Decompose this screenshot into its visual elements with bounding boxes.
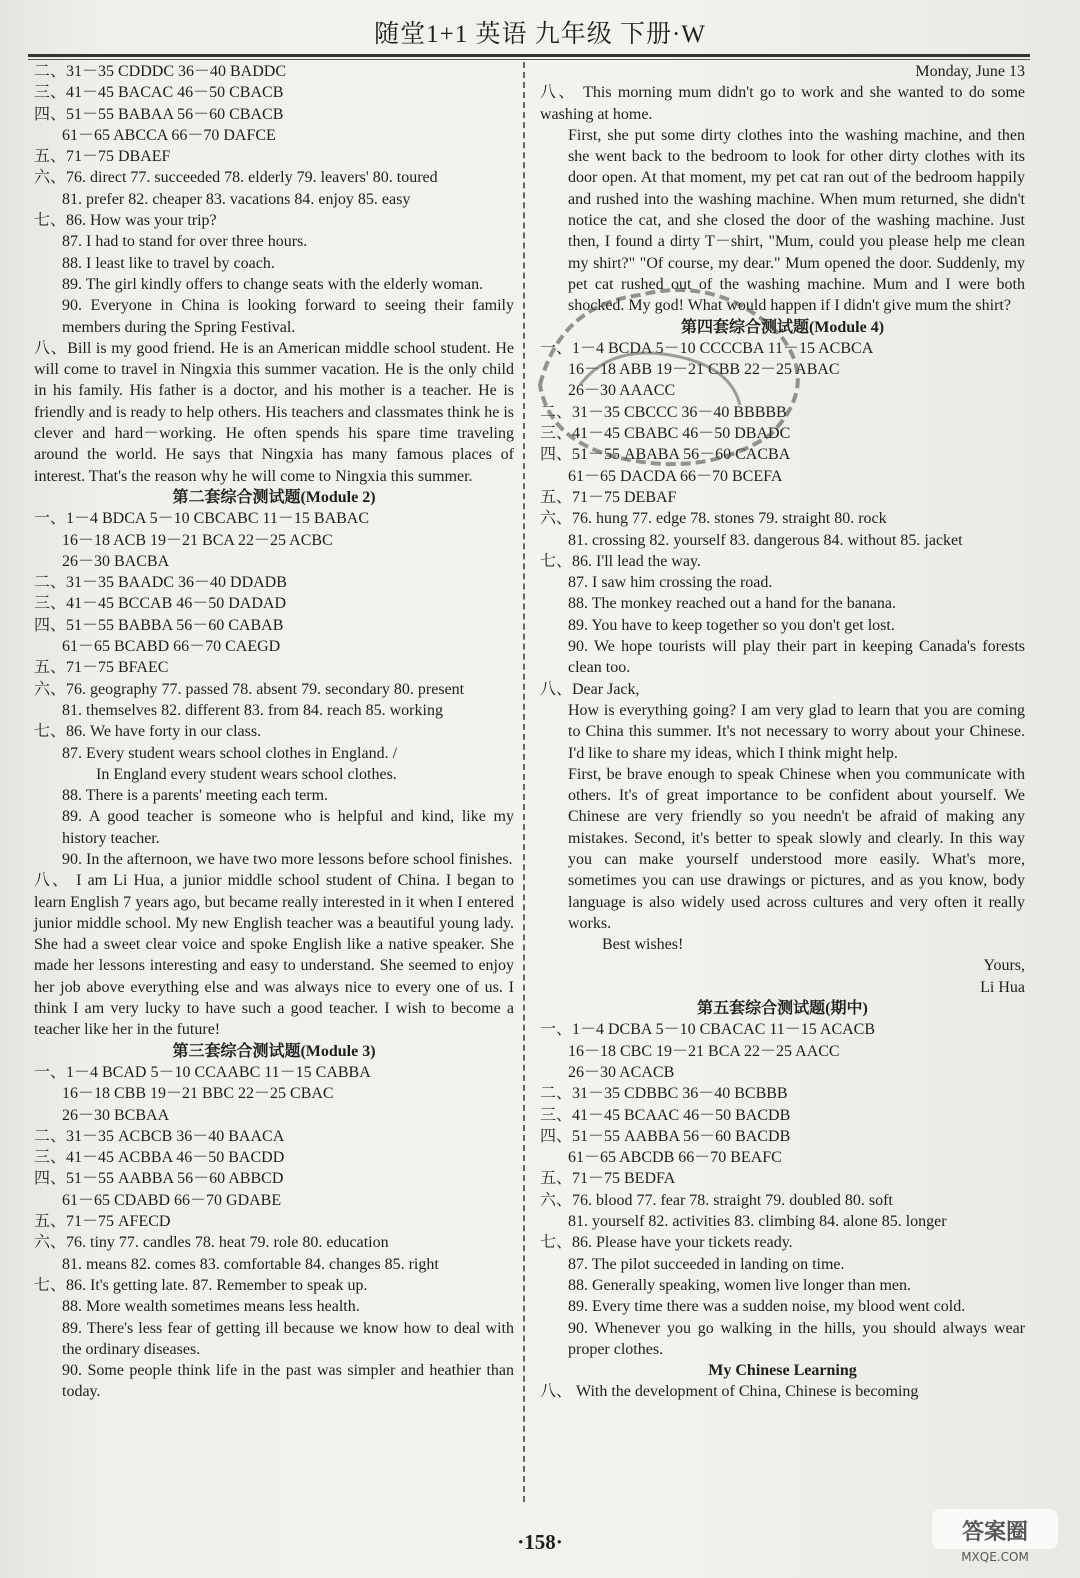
answer-line: 二、31－35 CDDDC 36－40 BADDC [34,63,287,80]
answer-line: 三、41－45 ACBBA 46－50 BACDD [34,1149,285,1167]
answer-line: 二、31－35 BAADC 36－40 DDADB [34,574,287,592]
answer-line: 61－65 ABCDB 66－70 BEAFC [568,1149,782,1167]
answer-line: 七、86. I'll lead the way. [540,552,701,570]
answer-line: 26－30 BCBAA [62,1106,170,1124]
answer-line: 88. I least like to travel by coach. [62,254,275,272]
answer-line: 81. themselves 82. different 83. from 84. reach 85. working [62,701,443,719]
header-rule-thin [28,59,1030,60]
answer-line: 26－30 ACACB [568,1063,675,1081]
answer-line: 七、86. Please have your tickets ready. [540,1234,793,1252]
answer-line: 八、 With the development of China, Chinese is becoming [540,1383,919,1401]
answer-line: 六、76. hung 77. edge 78. stones 79. straight 80. rock [540,510,887,528]
answer-line: 五、71－75 AFECD [34,1213,171,1231]
answer-line: 五、71－75 BFAEC [34,659,169,677]
seal-stamp [520,265,820,475]
answer-line: First, be brave enough to speak Chinese when you communicate with others. It's of great importance to be confident about yourself. We Chinese are very friendly so you needn't be afraid of making any mistakes. Second, it's better to speak slowly and clearly. In this way you can make yourself understood more easily. What's more, sometimes you can use drawings or pictures, and as you know, body language is also widely used across cultures and very often it really works. [568,765,1025,932]
answer-line: 八、 I am Li Hua, a junior middle school student of China. I began to learn English 7 years ago, but became really interested in it when I entered junior middle school. My new English teacher was a beautiful young lady. She had a sweet clear voice and spoke English like a native speaker. She made her lessons interesting and easy to understand. She seemed to enjoy her job above everything else and was always nice to every one of us. I think I am very lucky to have such a good teacher. I wish to become a teacher like her in the future! [34,872,514,1039]
answer-line: 三、41－45 BACAC 46－50 CBACB [34,84,284,102]
answer-line: 81. crossing 82. yourself 83. dangerous 84. without 85. jacket [568,531,963,549]
page-header: 随堂1+1 英语 九年级 下册·W [374,21,706,48]
answer-line: 五、71－75 DEBAF [540,488,677,506]
header-rule [28,54,1030,57]
answer-line: 61－65 DACDA 66－70 BCEFA [568,467,783,485]
left-column [34,61,514,1403]
answer-line: 90. Everyone in China is looking forward to seeing their family members during the Spring Festival. [62,297,514,336]
answer-line: 八、 This morning mum didn't go to work and she wanted to do some washing at home. [540,84,1025,123]
answer-line: 16－18 CBC 19－21 BCA 22－25 AACC [568,1042,840,1060]
answer-line: 88. Generally speaking, women live longer than men. [568,1276,912,1294]
answer-line: 一、1－4 BCAD 5－10 CCAABC 11－15 CABBA [34,1063,371,1081]
answer-line: 八、Bill is my good friend. He is an American middle school student. He will come to travel in Ningxia this summer vacation. He is the only child in his family. His father is a doctor, and his mother is a teacher. He is friendly and is ready to help others. His teachers and classmates think he is clever and hard－working. He often spends his spare time traveling around the world. He says that Ningxia has many famous places of interest. That's the reason why he will come to Ningxia this summer. [34,339,514,485]
answer-line: 六、76. blood 77. fear 78. straight 79. doubled 80. soft [540,1191,893,1209]
answer-line: 81. prefer 82. cheaper 83. vacations 84. enjoy 85. easy [62,190,411,208]
answer-line: First, she put some dirty clothes into the washing machine, and then she went back to the bedroom to look for other dirty clothes with its door open. At that moment, my pet cat ran out of the bedroom happily and rushed into the washing machine. When mum returned, she didn't notice the cat, and she closed the door of the washing machine. Just then, I found a dirty T－shirt, "Mum, could you please help me clean my shirt?" "Of course, my dear." Mum opened the door. Suddenly, my pet cat rushed out of the washing machine. Mum and I were both shocked. My god! What would happen if I didn't give mum the shirt? [568,126,1025,315]
answer-line: 一、1－4 BDCA 5－10 CBCABC 11－15 BABAC [34,510,370,528]
answer-line: 87. I had to stand for over three hours. [62,233,308,251]
svg-text:MXQE.COM: MXQE.COM [961,1550,1029,1564]
answer-line: 五、71－75 BEDFA [540,1170,676,1188]
answer-line: 87. I saw him crossing the road. [568,574,773,592]
answer-line: 88. The monkey reached out a hand for the banana. [568,595,897,613]
answer-line: 81. yourself 82. activities 83. climbing 84. alone 85. longer [568,1213,947,1231]
answer-line: 89. There's less fear of getting ill because we know how to deal with the ordinary diseases. [62,1319,514,1358]
answer-line: 六、76. direct 77. succeeded 78. elderly 79. leavers' 80. toured [34,169,438,187]
answer-line: 六、76. geography 77. passed 78. absent 79. secondary 80. present [34,680,465,698]
answer-line: 七、86. It's getting late. 87. Remember to speak up. [34,1276,368,1294]
answer-line: How is everything going? I am very glad to learn that you are coming to China this summer. It's not necessary to worry about your Chinese. I'd like to share my ideas, which I think might help. [568,701,1025,762]
svg-text:答案圈: 答案圈 [961,1520,1029,1545]
answer-line: 89. You have to keep together so you don't get lost. [568,616,895,634]
answer-line: Li Hua [980,978,1025,996]
answer-line: 89. Every time there was a sudden noise, my blood went cold. [568,1298,966,1316]
answer-line: 三、41－45 CBABC 46－50 DBADC [540,425,791,443]
right-column [540,61,1025,1403]
answer-line: 81. means 82. comes 83. comfortable 84. changes 85. right [62,1255,439,1273]
page-number: ·158· [517,1530,563,1554]
section-title: 第五套综合测试题(期中) [697,1000,868,1018]
answer-line: 四、51－55 BABAA 56－60 CBACB [34,105,284,123]
site-watermark-logo [930,1505,1060,1565]
answer-line: 一、1－4 BCDA 5－10 CCCCBA 11－15 ACBCA [540,339,874,357]
answer-line: Monday, June 13 [915,63,1025,80]
section-title: 第二套综合测试题(Module 2) [172,488,376,506]
answer-line: 七、86. How was your trip? [34,212,217,230]
answer-line: 61－65 CDABD 66－70 GDABE [62,1191,282,1209]
answer-line: 26－30 AAACC [568,382,676,400]
section-title: 第三套综合测试题(Module 3) [172,1042,376,1060]
answer-line: 三、41－45 BCCAB 46－50 DADAD [34,595,287,613]
answer-line: 四、51－55 BABBA 56－60 CABAB [34,616,284,634]
answer-line: 三、41－45 BCAAC 46－50 BACDB [540,1106,791,1124]
answer-line: 88. More wealth sometimes means less health. [62,1298,360,1316]
answer-line: 90. We hope tourists will play their part in keeping Canada's forests clean too. [568,638,1025,677]
answer-line: 二、31－35 CBCCC 36－40 BBBBB [540,403,787,421]
answer-line: 五、71－75 DBAEF [34,148,171,166]
answer-line: 四、51－55 AABBA 56－60 BACDB [540,1127,791,1145]
answer-line: 四、51－55 AABBA 56－60 ABBCD [34,1170,284,1188]
answer-line: Best wishes! [602,936,684,954]
answer-line: 16－18 ABB 19－21 CBB 22－25 ABAC [568,361,840,379]
answer-line: 90. In the afternoon, we have two more lessons before school finishes. [62,850,513,868]
answer-line: 四、51－55 ABABA 56－60 CACBA [540,446,791,464]
answer-line: Yours, [983,957,1025,975]
answer-line: 61－65 ABCCA 66－70 DAFCE [62,126,276,144]
answer-line: 16－18 ACB 19－21 BCA 22－25 ACBC [62,531,333,549]
answer-line: 90. Some people think life in the past was simpler and heathier than today. [62,1362,514,1401]
answer-line: 87. Every student wears school clothes in England. / [62,744,398,762]
answer-line: 61－65 BCABD 66－70 CAEGD [62,638,281,656]
answer-line: In England every student wears school clothes. [96,765,397,783]
section-title: 第四套综合测试题(Module 4) [680,318,885,336]
answer-line: 八、Dear Jack, [540,680,640,698]
answer-line: 16－18 CBB 19－21 BBC 22－25 CBAC [62,1085,334,1103]
answer-line: 七、86. We have forty in our class. [34,723,262,741]
answer-line: 二、31－35 CDBBC 36－40 BCBBB [540,1085,788,1103]
answer-line: 89. The girl kindly offers to change seats with the elderly woman. [62,275,484,293]
section-title: My Chinese Learning [708,1362,857,1380]
answer-line: 二、31－35 ACBCB 36－40 BAACA [34,1127,285,1145]
answer-line: 88. There is a parents' meeting each term. [62,787,329,805]
answer-line: 六、76. tiny 77. candles 78. heat 79. role 80. education [34,1234,389,1252]
answer-line: 89. A good teacher is someone who is helpful and kind, like my history teacher. [62,808,514,847]
answer-line: 90. Whenever you go walking in the hills, you should always wear proper clothes. [568,1319,1025,1358]
answer-line: 一、1－4 DCBA 5－10 CBACAC 11－15 ACACB [540,1021,876,1039]
answer-line: 87. The pilot succeeded in landing on time. [568,1255,845,1273]
answer-line: 26－30 BACBA [62,552,170,570]
